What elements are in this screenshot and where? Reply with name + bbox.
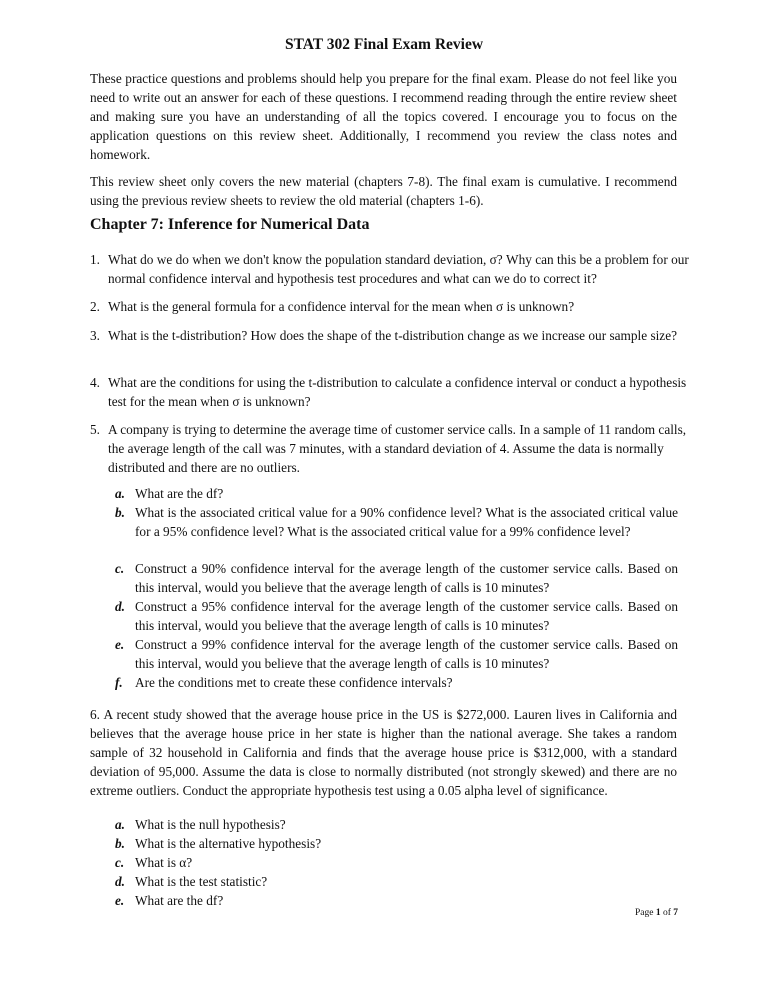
part-letter: a.: [115, 486, 125, 501]
part-text: Construct a 95% confidence interval for the average length of the customer service calls. Based on this interval, would you believe that the average length of calls is 10 minutes?: [135, 599, 678, 633]
part-text: Construct a 99% confidence interval for the average length of the customer service calls. Based on this interval, would you believe that the average length of calls is 10 minutes?: [135, 637, 678, 671]
part-letter: c.: [115, 561, 125, 576]
part-letter: a.: [115, 817, 125, 832]
question-text: What are the conditions for using the t-distribution to calculate a confidence interval or conduct a hypothesis test for the mean when σ is unknown?: [108, 375, 687, 409]
part-letter: d.: [115, 599, 125, 614]
part-text: What is the null hypothesis?: [135, 817, 286, 832]
question-5: [90, 420, 690, 477]
question-2: [90, 297, 690, 316]
question-6: 6. A recent study showed that the average house price in the US is $272,000. Lauren lives in California and believes that the average house price in her state is higher than the national average. She takes a random sample of 32 household in California and finds that the average house price is $312,000, with a standard deviation of 95,000. Assume the data is close to normally distributed (not strongly skewed) and there are no extreme outliers. Conduct the appropriate hypothesis test using a 0.05 alpha level of significance.: [90, 707, 677, 798]
question-3: [90, 326, 690, 345]
part-text: What is the test statistic?: [135, 874, 268, 889]
footer-total-pages: 7: [673, 908, 678, 918]
q5-part-e: [115, 635, 678, 673]
question-number: 5.: [90, 422, 100, 437]
question-text: A company is trying to determine the average time of customer service calls. In a sample of 11 random calls, the average length of the call was 7 minutes, with a standard deviation of 4. Assume the data is normally distributed and there are no outliers.: [108, 422, 687, 475]
part-text: Construct a 90% confidence interval for the average length of the customer service calls. Based on this interval, would you believe that the average length of calls is 10 minutes?: [135, 561, 678, 595]
question-text: What is the general formula for a confidence interval for the mean when σ is unknown?: [108, 299, 575, 314]
chapter-heading: Chapter 7: Inference for Numerical Data: [90, 216, 370, 233]
question-number: 1.: [90, 252, 100, 267]
q5-part-c: [115, 559, 678, 597]
intro-paragraph: These practice questions and problems should help you prepare for the final exam. Please do not feel like you need to write out an answer for each of these questions. I recommend reading through the entire review sheet and making sure you have an understanding of all the topics covered. I encourage you to focus on the application questions on this review sheet. Additionally, I recommend you review the class notes and homework.: [90, 71, 677, 162]
part-text: What is the alternative hypothesis?: [135, 836, 322, 851]
question-1: [90, 250, 690, 288]
document-title: STAT 302 Final Exam Review: [284, 36, 484, 53]
question-4: [90, 373, 690, 411]
part-text: What is α?: [135, 855, 193, 870]
part-letter: f.: [115, 675, 123, 690]
part-text: Are the conditions met to create these confidence intervals?: [135, 675, 453, 690]
part-text: What are the df?: [135, 893, 224, 908]
q6-part-a: [115, 815, 678, 834]
part-letter: e.: [115, 893, 125, 908]
q5-part-d: [115, 597, 678, 635]
q6-part-b: [115, 834, 678, 853]
question-number: 4.: [90, 375, 100, 390]
q5-part-f: [115, 673, 678, 692]
footer-page-label: Page: [634, 908, 654, 918]
part-letter: e.: [115, 637, 125, 652]
question-number: 3.: [90, 328, 100, 343]
question-number: 2.: [90, 299, 100, 314]
page-footer: [0, 908, 678, 918]
part-text: What are the df?: [135, 486, 224, 501]
part-letter: c.: [115, 855, 125, 870]
q6-part-d: [115, 872, 678, 891]
question-text: What do we do when we don't know the population standard deviation, σ? Why can this be a problem for our normal confidence interval and hypothesis test procedures and what can we do to correct it?: [108, 252, 689, 286]
q5-part-b: [115, 503, 678, 541]
footer-of-label: of: [662, 908, 671, 918]
part-text: What is the associated critical value for a 90% confidence level? What is the associated critical value for a 95% confidence level? What is the associated critical value for a 99% confidence level?: [135, 505, 678, 539]
part-letter: b.: [115, 836, 125, 851]
scope-paragraph: This review sheet only covers the new material (chapters 7-8). The final exam is cumulative. I recommend using the previous review sheets to review the old material (chapters 1-6).: [90, 174, 677, 208]
question-text: What is the t-distribution? How does the shape of the t-distribution change as we increase our sample size?: [108, 328, 678, 343]
q5-part-a: [115, 484, 678, 503]
part-letter: d.: [115, 874, 125, 889]
q6-part-c: [115, 853, 678, 872]
part-letter: b.: [115, 505, 125, 520]
footer-current-page: 1: [655, 908, 661, 918]
